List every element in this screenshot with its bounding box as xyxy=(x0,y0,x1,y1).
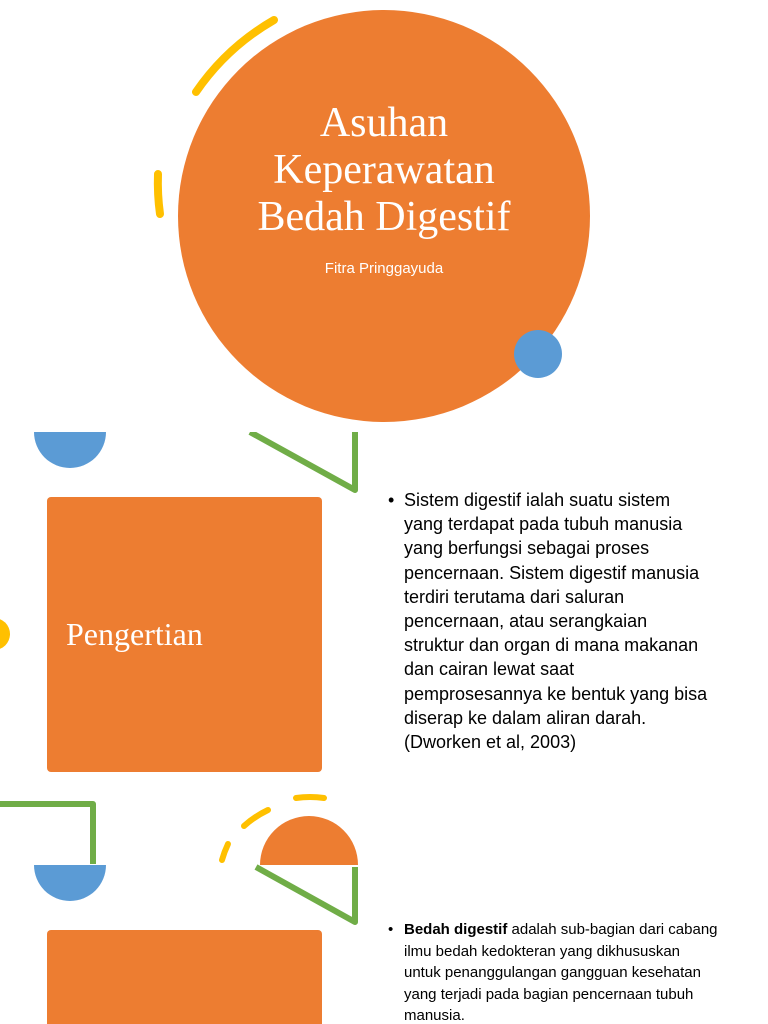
definition-bullet xyxy=(388,488,708,754)
surgery-slide xyxy=(0,792,768,1024)
title-slide xyxy=(0,0,768,432)
presentation-title xyxy=(178,100,590,241)
surgery-box xyxy=(47,930,322,1024)
blue-half-circle xyxy=(34,432,106,468)
pengertian-label: Pengertian xyxy=(66,616,203,652)
bullet-dot-2: • xyxy=(388,921,394,938)
yellow-dash-1 xyxy=(222,844,228,860)
yellow-semicircle-left xyxy=(0,618,10,650)
bullet-dot: • xyxy=(388,490,395,510)
blue-half-circle-2 xyxy=(34,865,106,901)
title-line-2: Keperawatan xyxy=(273,147,495,193)
author-name: Fitra Pringgayuda xyxy=(324,260,444,277)
green-corner-line xyxy=(0,804,93,864)
title-line-1: Asuhan xyxy=(319,100,449,146)
yellow-arc-left xyxy=(158,174,160,214)
yellow-dash-3 xyxy=(296,797,324,798)
yellow-dash-2 xyxy=(244,810,268,826)
green-triangle-outline xyxy=(250,432,355,490)
definition-text: Sistem digestif ialah suatu sistem yang terdapat pada tubuh manusia yang berfungsi sebagai proses pencernaan. Sistem digestif manusia terdiri terutama dari saluran pencernaan, atau serangkaian struktur dan organ di mana makanan dan cairan lewat saat pemprosesannya ke bentuk yang bisa diserap ke dalam aliran darah. (Dworken et al, 2003) xyxy=(404,490,708,753)
surgery-definition: adalah sub-bagian dari cabang ilmu bedah kedokteran yang dikhususkan untuk penanggulangan gangguan kesehatan yang terjadi pada bagian pencernaan tubuh manusia. xyxy=(404,921,718,1024)
blue-dot xyxy=(514,330,562,378)
title-line-3: Bedah Digestif xyxy=(257,194,511,240)
green-triangle-outline-2 xyxy=(256,867,355,922)
surgery-text-block xyxy=(388,919,718,1024)
surgery-term: Bedah digestif xyxy=(404,921,508,938)
orange-half-circle xyxy=(260,816,358,865)
definition-slide xyxy=(0,432,768,792)
surgery-bullet xyxy=(388,919,718,1024)
